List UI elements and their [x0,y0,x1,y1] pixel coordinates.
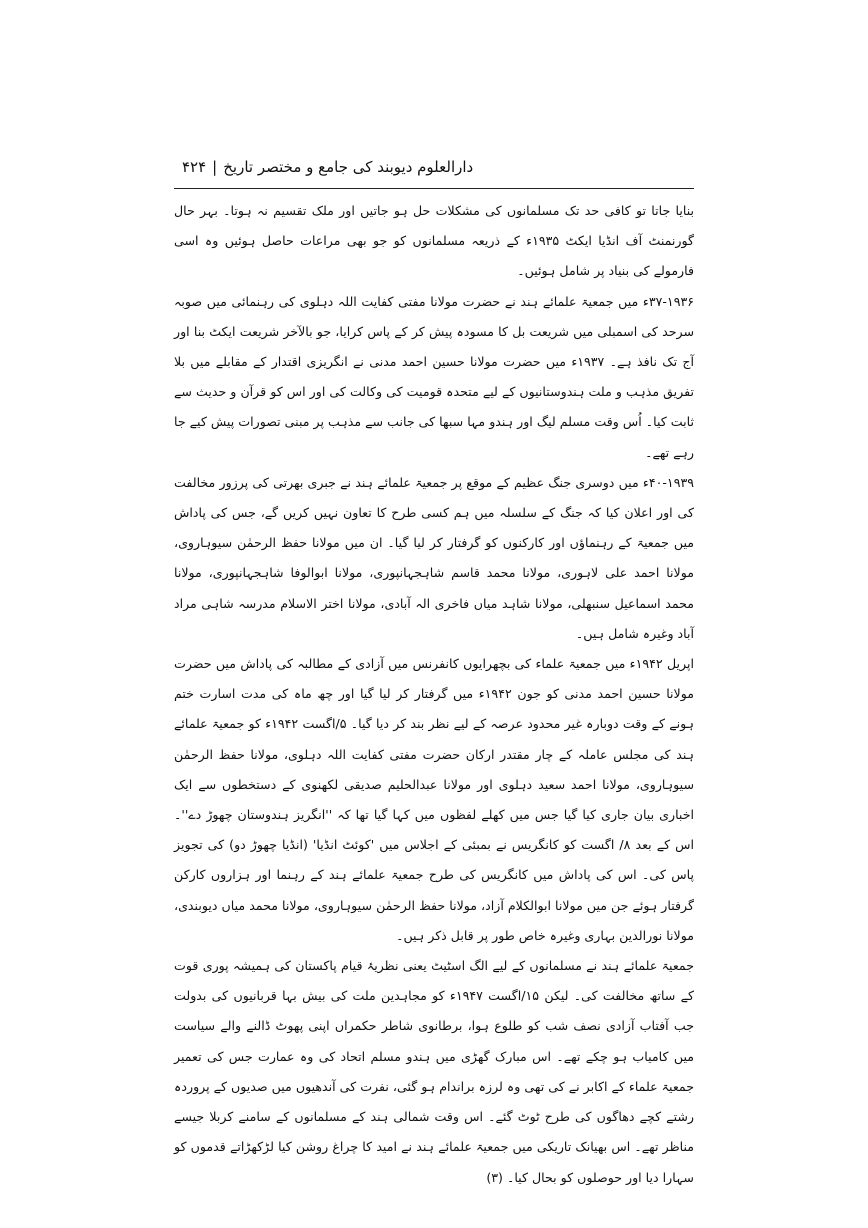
paragraph-3: ۴۰-۱۹۳۹ء میں دوسری جنگ عظیم کے موقع پر جمعیۃ علمائے ہند نے جبری بھرتی کی پرزور مخالفت کی اور اعلان کیا کہ جنگ کے سلسلہ میں ہم کسی طرح کا تعاون نہیں کریں گے، جس کی پاداش میں جمعیۃ کے رہنماؤں اور کارکنوں کو گرفتار کر لیا گیا۔ ان میں مولانا حفظ الرحمٰن سیوہاروی، مولانا احمد علی لاہوری، مولانا محمد قاسم شاہجہانپوری، مولانا ابوالوفا شاہجہانپوری، مولانا محمد اسماعیل سنبھلی، مولانا شاہد میاں فاخری الہ آبادی، مولانا اختر الاسلام مدرسہ شاہی مراد آباد وغیرہ شامل ہیں۔ [174,474,694,641]
page-number: ۴۲۴ [182,158,207,176]
running-header [174,150,694,184]
body-text [174,196,694,1193]
paragraph-5: جمعیۃ علمائے ہند نے مسلمانوں کے لیے الگ اسٹیٹ یعنی نظریۂ قیام پاکستان کی ہمیشہ پوری قوت کے ساتھ مخالفت کی۔ لیکن ۱۵/اگست ۱۹۴۷ء کو مجاہدین ملت کی بیش بہا قربانیوں کی بدولت جب آفتاب آزادی نصف شب کو طلوع ہوا، برطانوی شاطر حکمراں اپنی پھوٹ ڈالنے والے سیاست میں کامیاب ہو چکے تھے۔ اس مبارک گھڑی میں ہندو مسلم اتحاد کی وہ عمارت جس کی تعمیر جمعیۃ علماء کے اکابر نے کی تھی وہ لرزہ براندام ہو گئی، نفرت کی آندھیوں میں صدیوں کے پروردہ رشتے کچے دھاگوں کی طرح ٹوٹ گئے۔ اس وقت شمالی ہند کے مسلمانوں کے سامنے کربلا جیسے مناظر تھے۔ اس بھیانک تاریکی میں جمعیۃ علمائے ہند نے امید کا چراغ روشن کیا لڑکھڑاتے قدموں کو سہارا دیا اور حوصلوں کو بحال کیا۔ (۳) [174,958,694,1185]
paragraph-1: بنایا جاتا تو کافی حد تک مسلمانوں کی مشکلات حل ہو جاتیں اور ملک تقسیم نہ ہوتا۔ بہر حال گورنمنٹ آف انڈیا ایکٹ ۱۹۳۵ء کے ذریعہ مسلمانوں کو جو بھی مراعات حاصل ہوئیں وہ اسی فارمولے کی بنیاد پر شامل ہوئیں۔ [174,203,694,279]
header-rule [174,188,694,189]
header-separator: | [212,158,218,176]
paragraph-2: ۳۷-۱۹۳۶ء میں جمعیۃ علمائے ہند نے حضرت مولانا مفتی کفایت اللہ دہلوی کی رہنمائی میں صوبہ سرحد کی اسمبلی میں شریعت بل کا مسودہ پیش کر کے پاس کرایا، جو بالآخر شریعت ایکٹ بنا اور آج تک نافذ ہے۔ ۱۹۳۷ء میں حضرت مولانا حسین احمد مدنی نے انگریزی اقتدار کے مقابلے میں بلا تفریق مذہب و ملت ہندوستانیوں کے لیے متحدہ قومیت کی وکالت کی اور اس کو قرآن و حدیث سے ثابت کیا۔ اُس وقت مسلم لیگ اور ہندو مہا سبھا کی جانب سے مذہب پر مبنی تصورات پیش کیے جا رہے تھے۔ [174,293,694,460]
book-title: دارالعلوم دیوبند کی جامع و مختصر تاریخ [223,158,474,176]
paragraph-4: اپریل ۱۹۴۲ء میں جمعیۃ علماء کی بچھرایوں کانفرنس میں آزادی کے مطالبہ کی پاداش میں حضرت مولانا حسین احمد مدنی کو جون ۱۹۴۲ء میں گرفتار کر لیا گیا اور چھ ماہ کی مدت اسارت ختم ہونے کے وقت دوبارہ غیر محدود عرصہ کے لیے نظر بند کر دیا گیا۔ ۵/اگست ۱۹۴۲ء کو جمعیۃ علمائے ہند کی مجلس عاملہ کے چار مقتدر ارکان حضرت مفتی کفایت اللہ دہلوی، مولانا حفظ الرحمٰن سیوہاروی، مولانا احمد سعید دہلوی اور مولانا عبدالحلیم صدیقی لکھنوی کے دستخطوں سے ایک اخباری بیان جاری کیا گیا جس میں کھلے لفظوں میں کہا گیا تھا کہ ''انگریز ہندوستان چھوڑ دے''۔ اس کے بعد ۸/ اگست کو کانگریس نے بمبئی کے اجلاس میں 'کوئٹ انڈیا' (انڈیا چھوڑ دو) کی تجویز پاس کی۔ اس کی پاداش میں کانگریس کی طرح جمعیۃ علمائے ہند کے رہنما اور ہزاروں کارکن گرفتار ہوئے جن میں مولانا ابوالکلام آزاد، مولانا حفظ الرحمٰن سیوہاروی، مولانا محمد میاں دیوبندی، مولانا نورالدین بہاری وغیرہ خاص طور پر قابل ذکر ہیں۔ [174,656,694,943]
